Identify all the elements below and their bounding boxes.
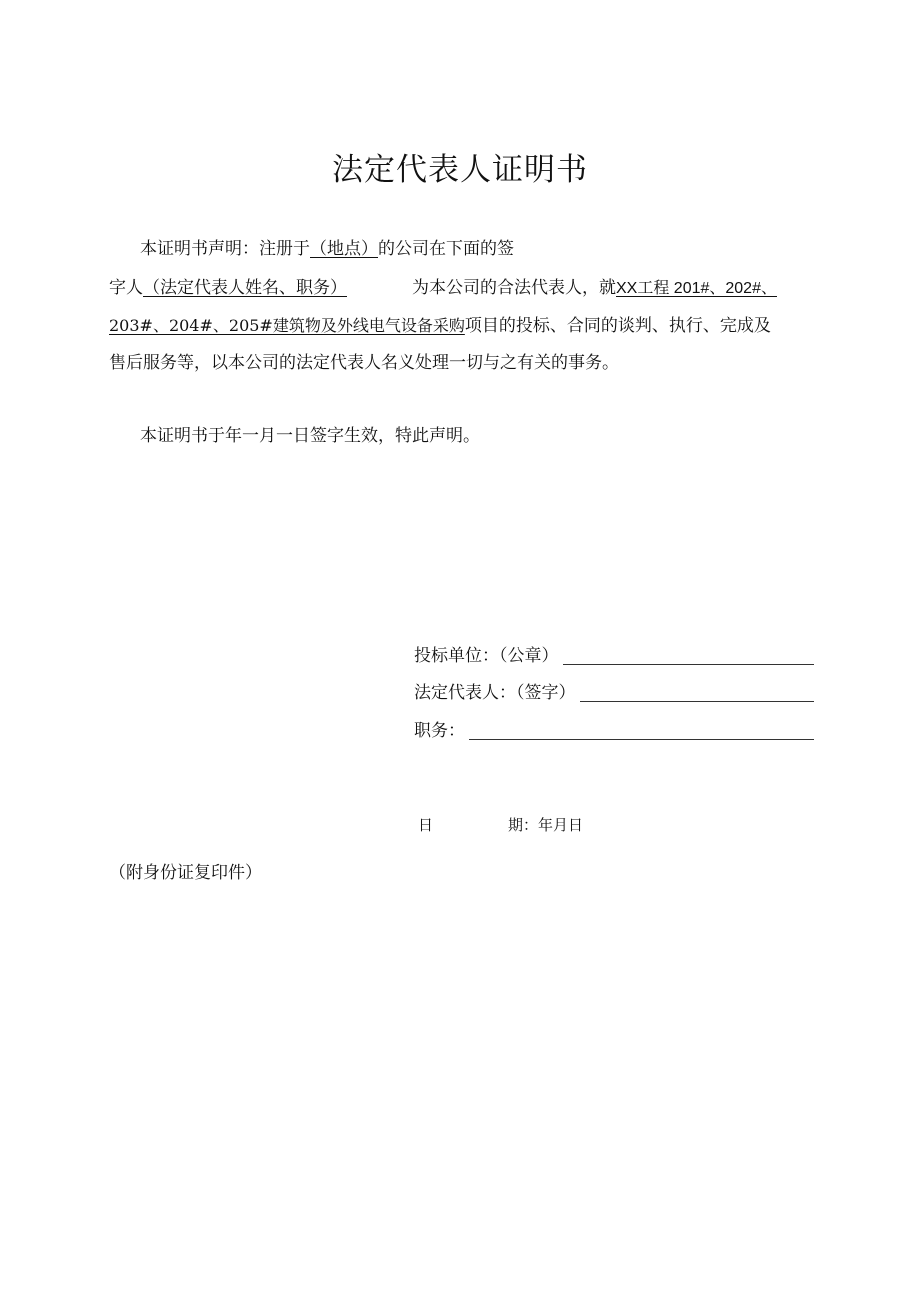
line4-text: 售后服务等，以本公司的法定代表人名义处理一切与之有关的事务。 <box>109 353 619 373</box>
page-title: 法定代表人证明书 <box>332 152 588 188</box>
legal-rep-signature-row <box>414 682 814 704</box>
paragraph1-line4 <box>109 352 619 374</box>
line2-prefix: 字人 <box>109 278 143 298</box>
paragraph1-line1 <box>140 238 514 260</box>
date-label-ri: 日 <box>418 816 434 834</box>
paragraph1-line2-right <box>412 277 777 300</box>
bidder-label: 投标单位：（公章） <box>414 646 559 666</box>
project-name-part2: 203#、204#、205#建筑物及外线电气设备采购 <box>109 316 465 335</box>
project-name-part1: XX工程 201#、202#、 <box>616 280 777 297</box>
legal-rep-sign-line <box>580 700 815 702</box>
position-label: 职务： <box>414 721 465 741</box>
line1-suffix: 的公司在下面的签 <box>378 239 514 259</box>
line2-middle: 为本公司的合法代表人，就 <box>412 278 616 298</box>
line3-suffix: 项目的投标、合同的谈判、执行、完成及 <box>464 316 771 336</box>
position-row <box>414 720 814 742</box>
date-label-qi: 期：年月日 <box>508 816 584 834</box>
legal-rep-label: 法定代表人：（签字） <box>414 683 576 703</box>
position-line <box>469 738 814 740</box>
paragraph2 <box>140 425 480 447</box>
attachment-note: （附身份证复印件） <box>109 863 262 883</box>
bidder-seal-line <box>563 663 815 665</box>
effective-date-statement: 本证明书于年一月一日签字生效，特此声明。 <box>140 426 480 446</box>
paragraph1-line2 <box>109 277 347 299</box>
paragraph1-line3 <box>109 315 771 337</box>
bidder-signature-row <box>414 645 814 667</box>
line1-prefix: 本证明书声明：注册于 <box>140 239 310 259</box>
legal-rep-name-field: （法定代表人姓名、职务） <box>143 278 347 298</box>
registered-place-field: （地点） <box>310 239 378 259</box>
